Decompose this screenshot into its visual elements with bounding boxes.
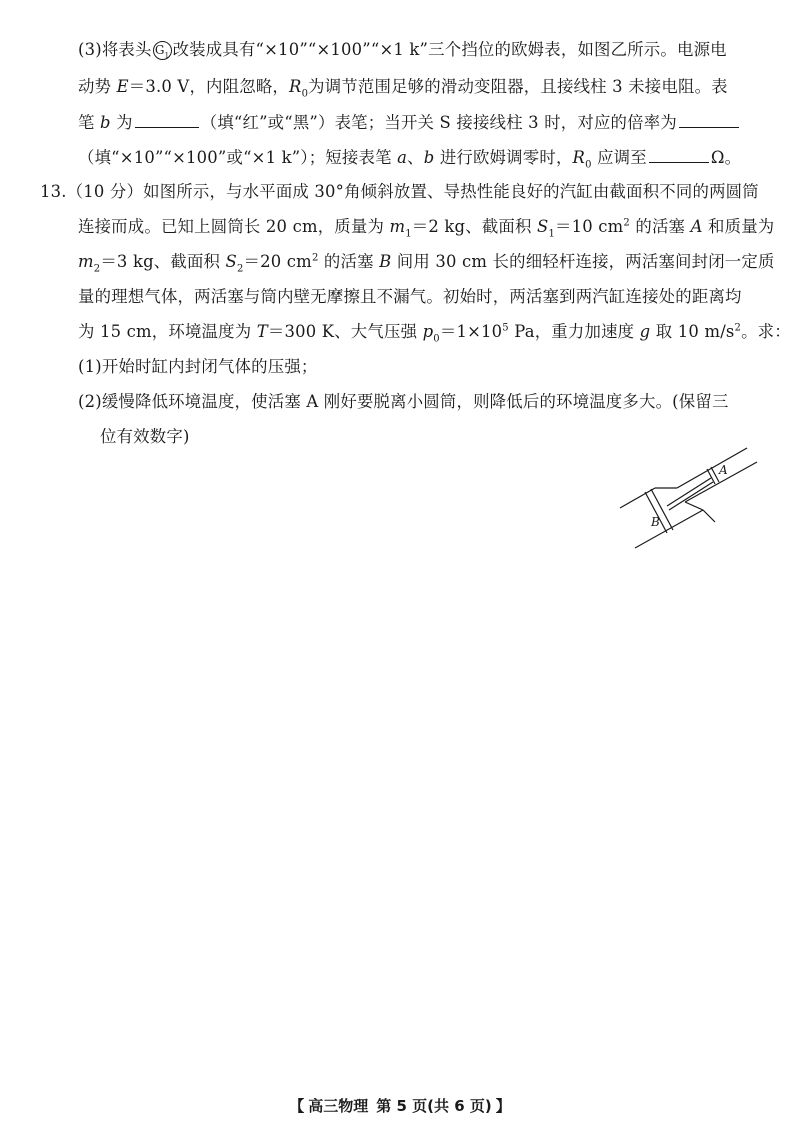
footer-page-number: 第 5 页(共 6 页) — [376, 1097, 492, 1115]
connection-step-lower — [685, 502, 703, 510]
q13-subquestion-2-line1: (2)缓慢降低环境温度，使活塞 A 刚好要脱离小圆筒，则降低后的环境温度多大。(保留三 — [78, 392, 729, 411]
connecting-rod — [667, 478, 711, 506]
text: (3)将表头 — [78, 40, 152, 59]
q12-p3-line1 — [78, 40, 727, 60]
label-a: A — [719, 463, 728, 477]
q13-line3: $m_2=3$ kg、截面积 $S_2=20$ $cm^2$ 的活塞 B 间用 30 cm 长的细轻杆连接，两活塞间封闭一定质 — [78, 252, 775, 275]
answer-blank-multiplier[interactable] — [679, 112, 739, 128]
bottom-edge — [703, 510, 715, 522]
q12-p3-line4: （填“×10”“×100”或“×1 k”）；短接表笔 a、b 进行欧姆调零时，$R_0$ 应调至 Ω。 — [78, 148, 742, 171]
galvanometer-symbol: $G_1$ — [153, 41, 172, 60]
answer-blank-r0-value[interactable] — [649, 147, 709, 163]
cylinder-diagram — [615, 440, 765, 565]
q12-p3-line3: 笔 b 为 （填“红”或“黑”）表笔；当开关 S 接接线柱 3 时，对应的倍率为 — [78, 112, 741, 133]
text: 改装成具有“×10”“×100”“×1 k”三个挡位的欧姆表，如图乙所示。电源电 — [172, 40, 727, 59]
label-b: B — [651, 515, 660, 529]
q13-line1: 13.（10 分）如图所示，与水平面成 30°角倾斜放置、导热性能良好的汽缸由截面积不同的两圆筒 — [40, 182, 759, 201]
question-number: 13. — [40, 182, 67, 201]
q13-subquestion-1: (1)开始时缸内封闭气体的压强； — [78, 357, 318, 376]
q13-subquestion-2-line2: 位有效数字) — [100, 427, 190, 446]
large-cylinder-lower-wall — [635, 510, 703, 548]
page-footer: 【 高三物理 第 5 页(共 6 页) 】 — [289, 1097, 511, 1115]
answer-blank-pen-color[interactable] — [135, 112, 199, 128]
q12-p3-line2: 动势 E＝3.0 V，内阻忽略，$R_0$为调节范围足够的滑动变阻器，且接线柱 3 未接电阻。表 — [78, 77, 728, 100]
connecting-rod-2 — [669, 482, 713, 510]
q13-line5: 为 15 cm，环境温度为 T＝300 K、大气压强 $p_0=1\times 10^5$ Pa，重力加速度 g 取 10 $m/s^2$。求： — [78, 322, 791, 345]
q13-line2: 连接而成。已知上圆筒长 20 cm，质量为 $m_1=2$ kg、截面积 $S_1=10$ $cm^2$ 的活塞 A 和质量为 — [78, 217, 775, 240]
q13-line4: 量的理想气体，两活塞与筒内壁无摩擦且不漏气。初始时，两活塞到两汽缸连接处的距离均 — [78, 287, 742, 306]
large-cylinder-upper-wall — [620, 488, 655, 508]
footer-subject: 高三物理 — [308, 1097, 369, 1115]
